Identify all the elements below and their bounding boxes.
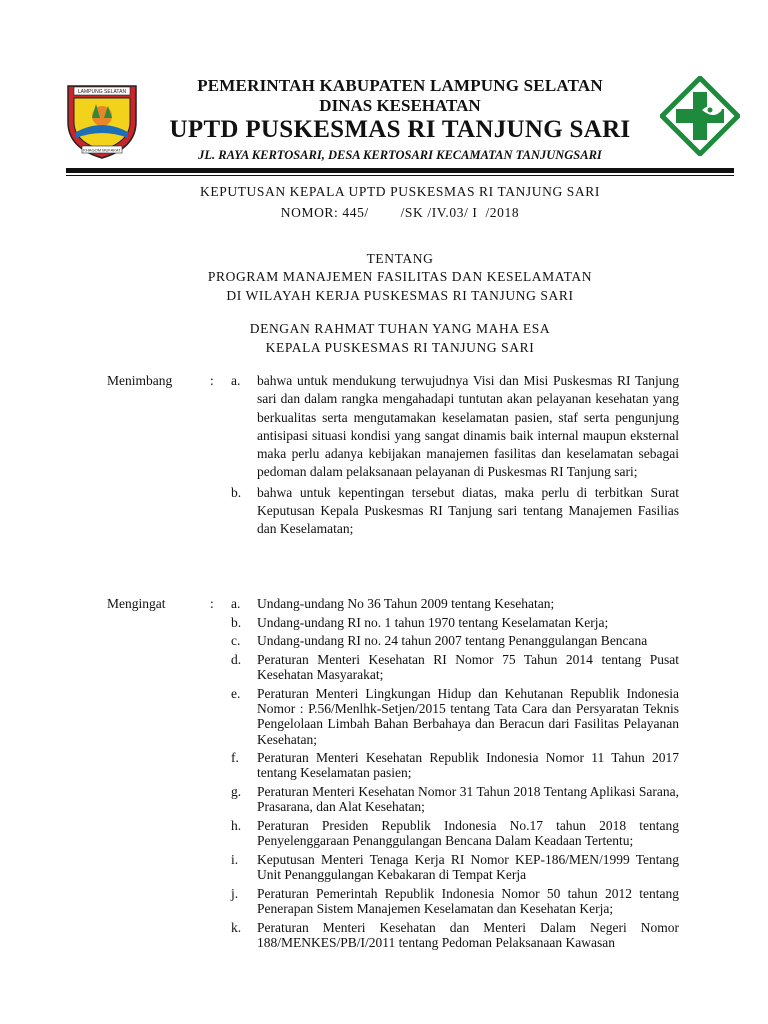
letterhead-divider-thick (66, 168, 734, 173)
list-item-text: Peraturan Menteri Kesehatan Nomor 31 Tahun 2018 Tentang Aplikasi Sarana, Prasarana, dan Alat Kesehatan; (257, 784, 679, 815)
invocation: DENGAN RAHMAT TUHAN YANG MAHA ESA (249, 321, 551, 336)
emblem-top-text: LAMPUNG SELATAN (77, 89, 127, 95)
list-item-marker: k. (231, 919, 242, 935)
list-item (231, 652, 679, 683)
list-item-marker: b. (231, 614, 242, 630)
list-item (231, 686, 679, 747)
letterhead (150, 76, 650, 163)
decree-title: KEPUTUSAN KEPALA UPTD PUSKESMAS RI TANJUNG SARI (200, 184, 600, 199)
letterhead-institution: UPTD PUSKESMAS RI TANJUNG SARI (169, 116, 631, 143)
list-item-marker: i. (231, 851, 239, 867)
list-item-marker: b. (231, 484, 242, 500)
menimbang-label: Menimbang (107, 373, 173, 388)
list-item-text: Peraturan Menteri Kesehatan dan Menteri Dalam Negeri Nomor 188/MENKES/PB/I/2011 tentang Pedoman Pelaksanaan Kawasan (257, 919, 679, 950)
list-item (231, 818, 679, 849)
list-item (231, 750, 679, 781)
mengingat-colon: : (210, 596, 214, 611)
list-item (231, 886, 679, 917)
list-item-marker: h. (231, 817, 242, 833)
list-item-text: bahwa untuk kepentingan tersebut diatas, maka perlu di terbitkan Surat Keputusan Kepala Puskesmas RI Tanjung sari tentang Manajemen Fasilias dan Keselamatan; (257, 484, 679, 537)
decree-number: NOMOR: 445/ /SK /IV.03/ I /2018 (280, 205, 520, 220)
decree-subject-line2: DI WILAYAH KERJA PUSKESMAS RI TANJUNG SARI (226, 288, 574, 303)
list-item-text: Peraturan Menteri Kesehatan Republik Indonesia Nomor 11 Tahun 2017 tentang Keselamatan pasien; (257, 750, 679, 781)
list-item (231, 484, 679, 539)
list-item-text: bahwa untuk mendukung terwujudnya Visi dan Misi Puskesmas RI Tanjung sari dan dalam rangka mengahadapi tuntutan akan pelayanan kesehatan yang berkualitas serta mengutamakan keselamatan pasien, staf serta pengunjung antisipasi situasi kondisi yang sangat dinamis baik internal maupun eksternal maka perlu adanya kebijakan manajemen fasilitas dan keselamatan sebagai pedoman dalam pelaksanaan pelayanan di Puskesmas RI Tanjung sari; (257, 373, 679, 480)
decree-about-label: TENTANG (366, 251, 434, 266)
list-item-text: Peraturan Pemerintah Republik Indonesia Nomor 50 tahun 2012 tentang Penerapan Sistem Manajemen Keselamatan dan Kesehatan Kerja; (257, 885, 679, 917)
list-item (231, 615, 679, 630)
list-item-text: Undang-undang RI no. 24 tahun 2007 tentang Penanggulangan Bencana (257, 633, 648, 649)
list-item-marker: j. (231, 885, 239, 901)
list-item (231, 784, 679, 815)
list-item-text: Keputusan Menteri Tenaga Kerja RI Nomor KEP-186/MEN/1999 Tentang Unit Penanggulangan Kebakaran di Tempat Kerja (257, 851, 679, 883)
decree-subject-line1: PROGRAM MANAJEMEN FASILITAS DAN KESELAMATAN (207, 269, 593, 284)
list-item-text: Undang-undang RI no. 1 tahun 1970 tentang Keselamatan Kerja; (257, 614, 609, 630)
list-item-marker: g. (231, 784, 242, 800)
lampung-selatan-emblem-icon (62, 78, 142, 160)
menimbang-colon: : (210, 373, 214, 388)
letterhead-divider-thin (66, 175, 734, 176)
puskesmas-cross-icon (660, 76, 740, 156)
list-item (231, 852, 679, 883)
letterhead-government: PEMERINTAH KABUPATEN LAMPUNG SELATAN (197, 76, 603, 95)
letterhead-department: DINAS KESEHATAN (319, 96, 481, 115)
emblem-bottom-text: KHAGOM MUFAKAT (83, 147, 121, 153)
list-item (231, 920, 679, 951)
list-item (231, 372, 679, 482)
mengingat-label: Mengingat (107, 596, 166, 611)
list-item-marker: c. (231, 633, 241, 649)
mengingat-list (231, 596, 679, 954)
list-item-marker: e. (231, 685, 241, 701)
list-item-text: Undang-undang No 36 Tahun 2009 tentang Kesehatan; (257, 596, 555, 611)
list-item-marker: d. (231, 651, 242, 667)
issuer-title: KEPALA PUSKESMAS RI TANJUNG SARI (265, 340, 535, 355)
list-item (231, 633, 679, 648)
menimbang-list (231, 372, 679, 541)
list-item-marker: a. (231, 373, 241, 388)
list-item-text: Peraturan Presiden Republik Indonesia No.17 tahun 2018 tentang Penyelenggaraan Penanggulangan Bencana Dalam Keadaan Tertentu; (257, 817, 679, 849)
list-item-marker: f. (231, 750, 239, 766)
list-item-text: Peraturan Menteri Lingkungan Hidup dan Kehutanan Republik Indonesia Nomor : P.56/Menlhk-Setjen/2015 tentang Tata Cara dan Persyaratan Teknis Pengelolaan Limbah Bahan Berbahaya dan Beracun dari Fasilitas Pelayanan Kesehatan; (257, 685, 679, 747)
list-item (231, 596, 679, 611)
list-item-marker: a. (231, 596, 241, 611)
letterhead-address: JL. RAYA KERTOSARI, DESA KERTOSARI KECAMATAN TANJUNGSARI (198, 148, 602, 162)
list-item-text: Peraturan Menteri Kesehatan RI Nomor 75 Tahun 2014 tentang Pusat Kesehatan Masyarakat; (257, 651, 679, 683)
